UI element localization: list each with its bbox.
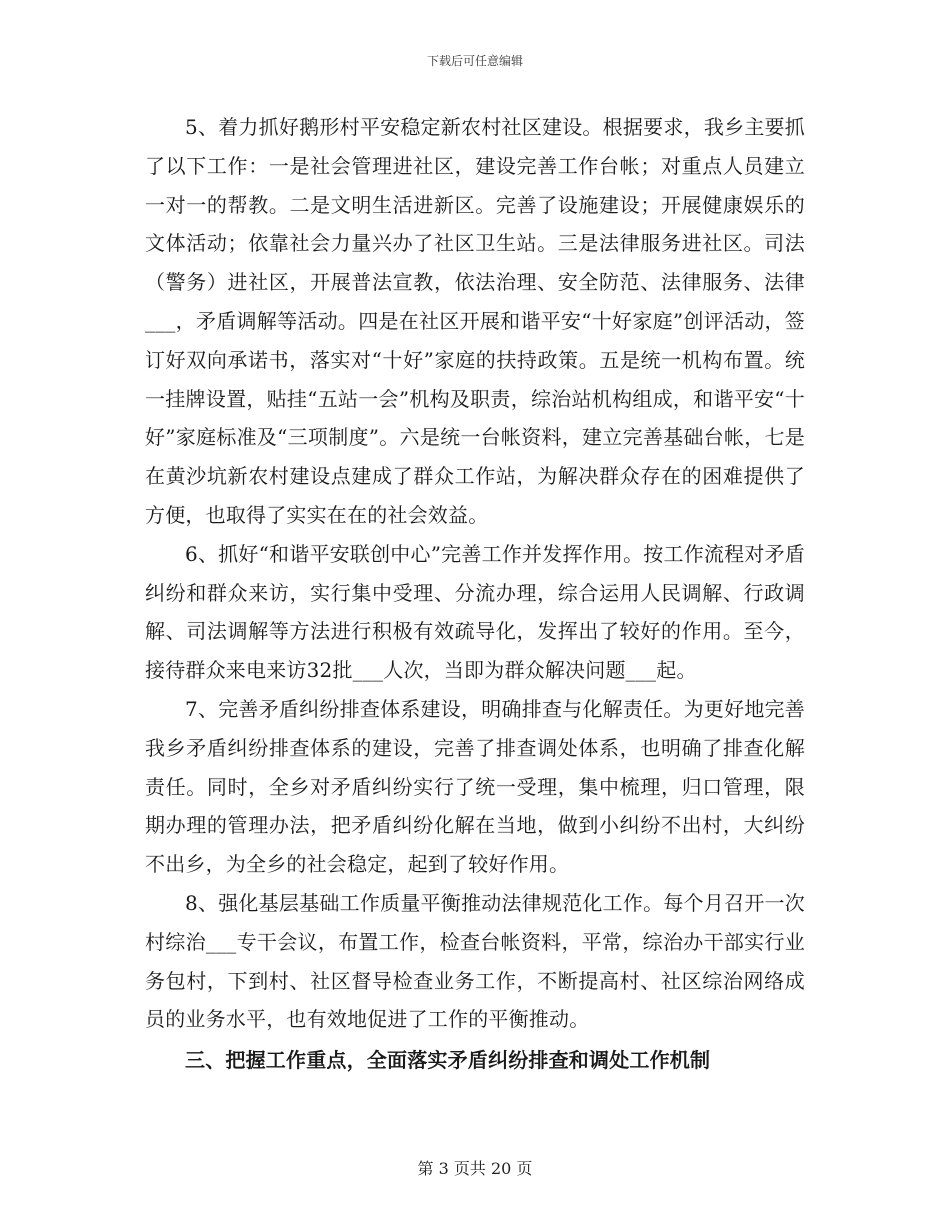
- paragraph-item-5: 5、着力抓好鹅形村平安稳定新农村社区建设。根据要求，我乡主要抓了以下工作：一是社会管理进社区，建设完善工作台帐；对重点人员建立一对一的帮教。二是文明生活进新区。完善了设施建设；开展健康娱乐的文体活动；依靠社会力量兴办了社区卫生站。三是法律服务进社区。司法（警务）进社区，开展普法宣教，依法治理、安全防范、法律服务、法律___，矛盾调解等活动。四是在社区开展和谐平安“十好家庭”创评活动，签订好双向承诺书，落实对“十好”家庭的扶持政策。五是统一机构布置。统一挂牌设置，贴挂“五站一会”机构及职责，综治站机构组成，和谐平安“十好”家庭标准及“三项制度”。六是统一台帐资料，建立完善基础台帐，七是在黄沙坑新农村建设点建成了群众工作站，为解决群众存在的困难提供了方便，也取得了实实在在的社会效益。: [145, 115, 805, 527]
- paragraph-item-8: 8、强化基层基础工作质量平衡推动法律规范化工作。每个月召开一次村综治___专干会议，布置工作，检查台帐资料，平常，综治办干部实行业务包村，下到村、社区督导检查业务工作，不断提高村、社区综治网络成员的业务水平，也有效地促进了工作的平衡推动。: [145, 890, 805, 1032]
- paragraph-item-6: 6、抓好“和谐平安联创中心”完善工作并发挥作用。按工作流程对矛盾纠纷和群众来访，实行集中受理、分流办理，综合运用人民调解、行政调解、司法调解等方法进行积极有效疏导化，发挥出了较好的作用。至今，接待群众来电来访32批___人次，当即为群众解决问题___起。: [145, 541, 805, 683]
- document-body: [145, 108, 805, 1080]
- page-number-footer: 第 3 页共 20 页: [417, 1159, 533, 1178]
- section-heading: 三、把握工作重点，全面落实矛盾纠纷排查和调处工作机制: [185, 1048, 711, 1073]
- header-note: 下载后可任意编辑: [426, 54, 523, 68]
- paragraph-item-7: 7、完善矛盾纠纷排查体系建设，明确排查与化解责任。为更好地完善我乡矛盾纠纷排查体系的建设，完善了排查调处体系，也明确了排查化解责任。同时，全乡对矛盾纠纷实行了统一受理，集中梳理，归口管理，限期办理的管理办法，把矛盾纠纷化解在当地，做到小纠纷不出村，大纠纷不出乡，为全乡的社会稳定，起到了较好作用。: [145, 696, 805, 877]
